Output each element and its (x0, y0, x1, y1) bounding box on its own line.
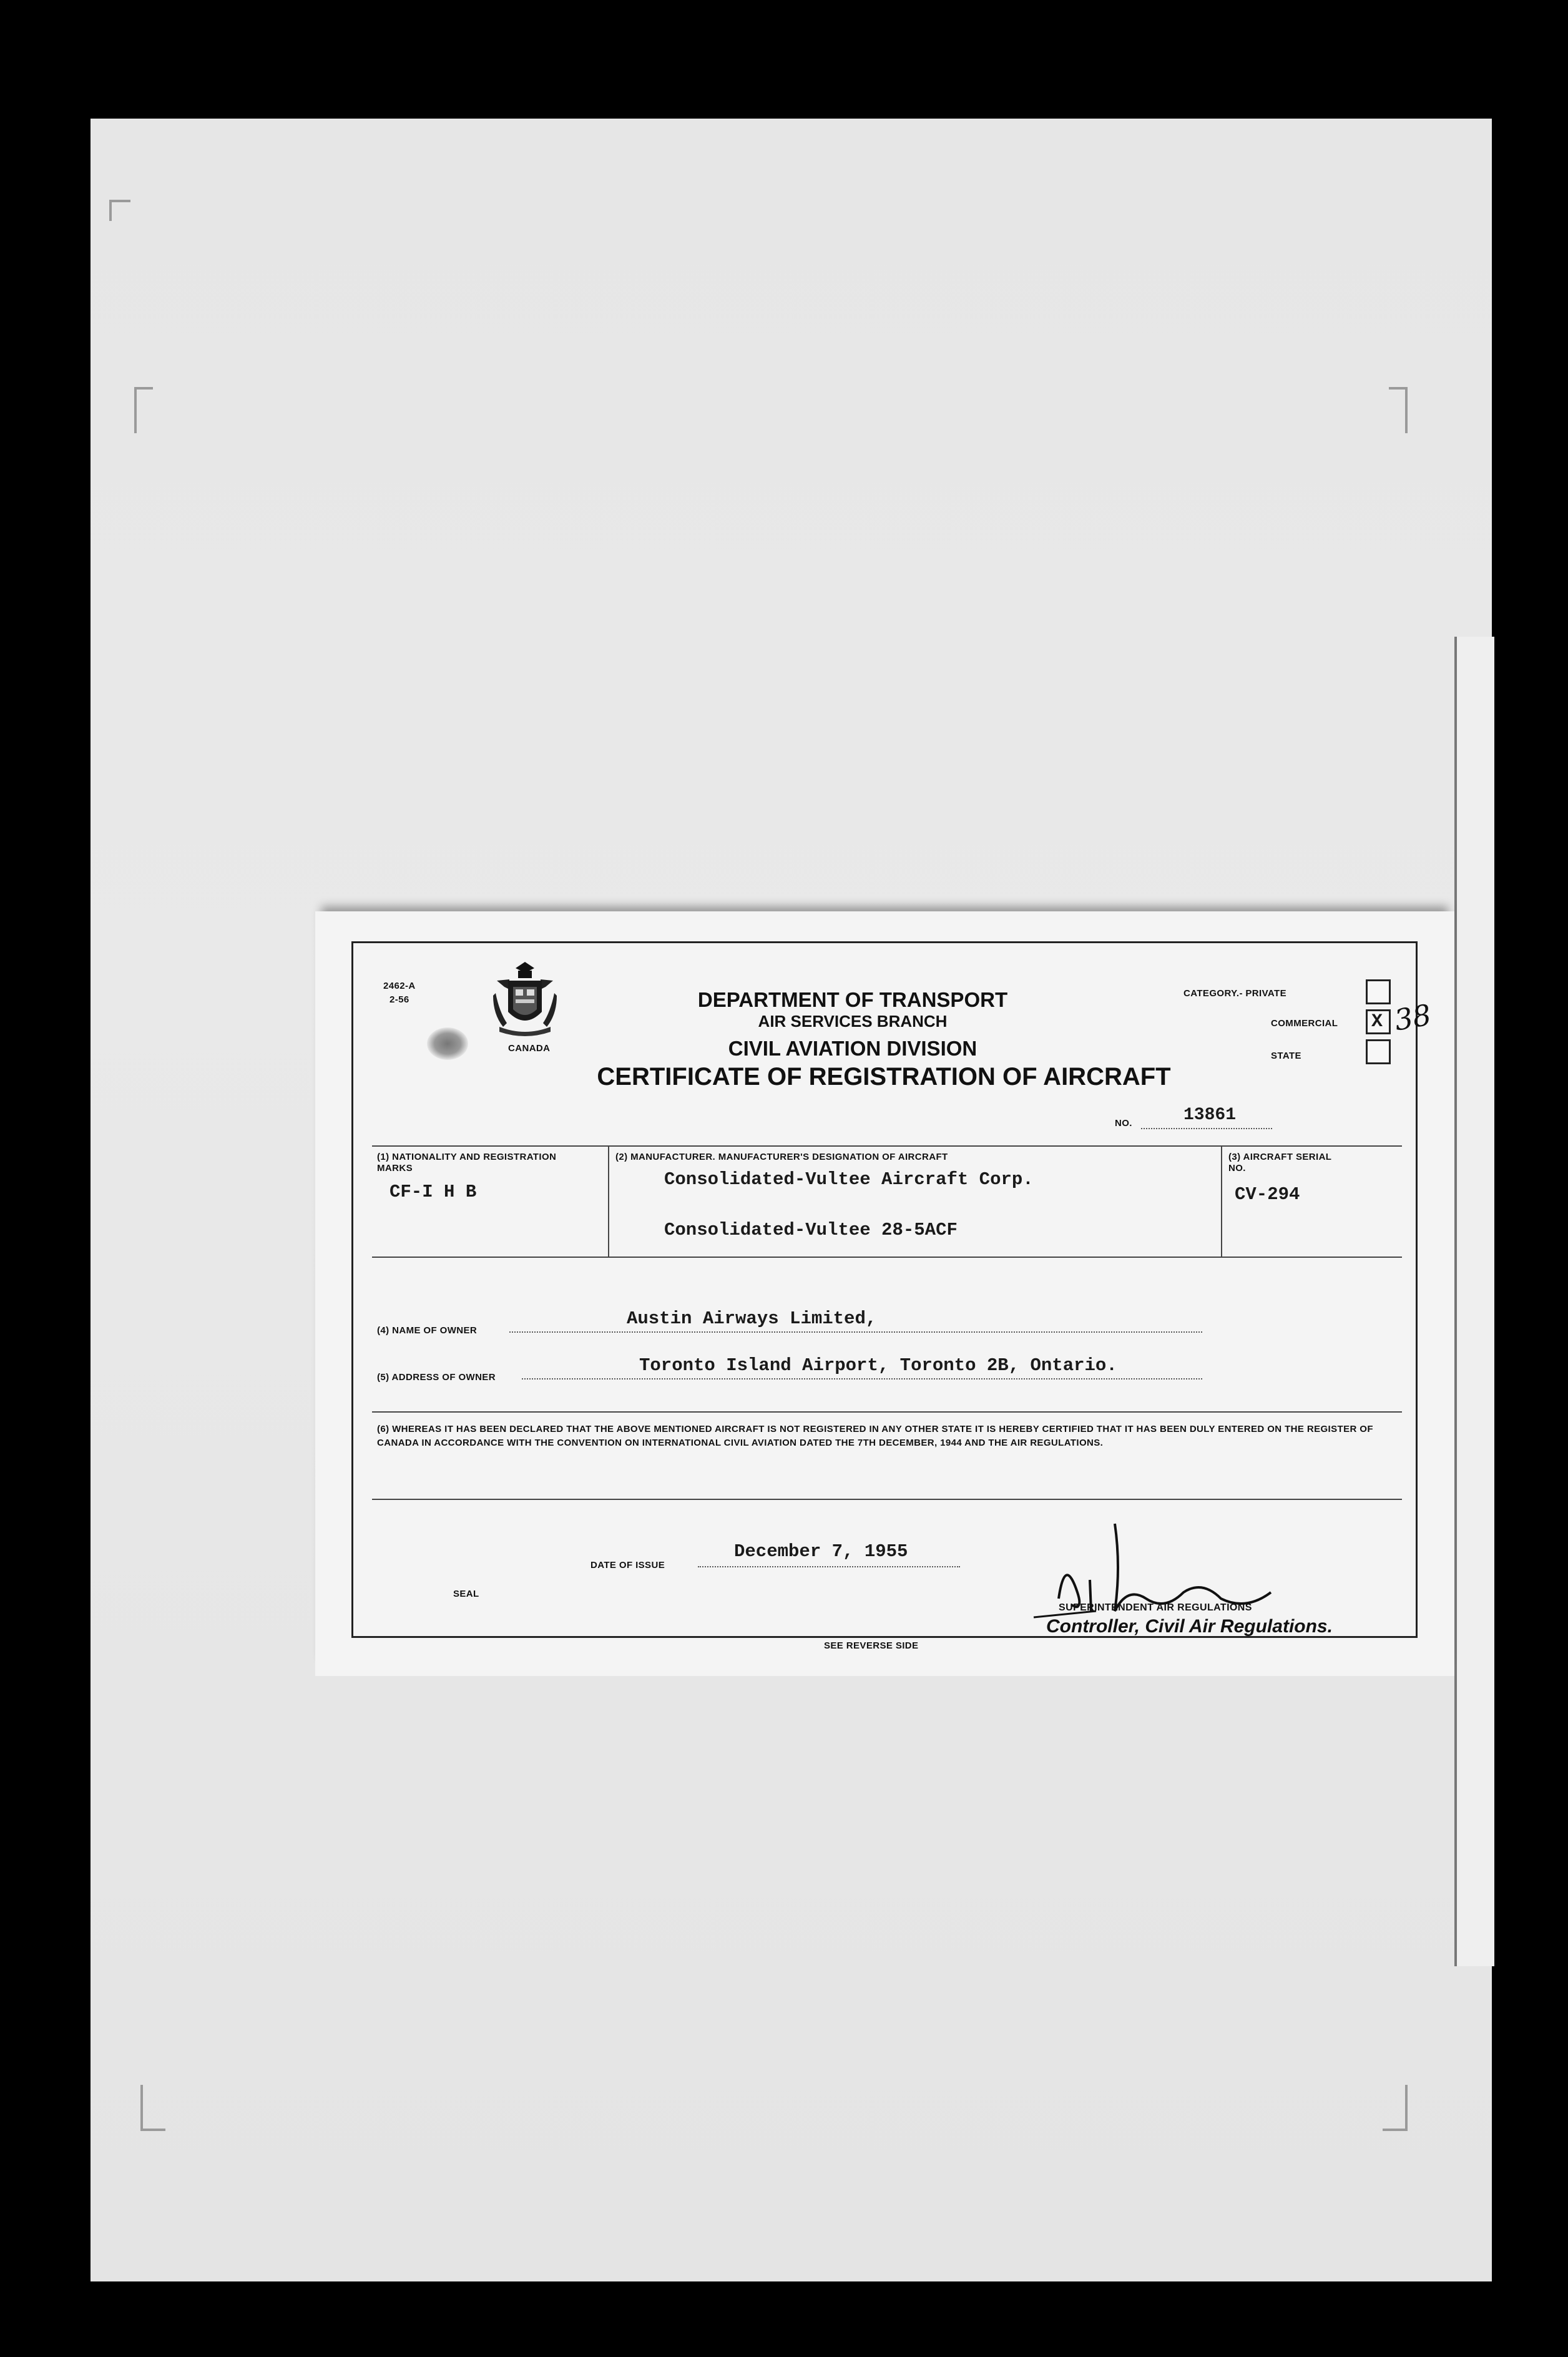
category-state-label: STATE (1271, 1051, 1301, 1061)
crop-mark-lower-right (1383, 2085, 1408, 2131)
certificate-frame (351, 941, 1434, 1638)
nationality-value: CF-I H B (390, 1182, 477, 1202)
owner-value: Austin Airways Limited, (627, 1308, 877, 1329)
category-commercial-label: COMMERCIAL (1271, 1018, 1338, 1029)
crest-label: CANADA (508, 1043, 551, 1054)
category-label: CATEGORY.- PRIVATE (1183, 988, 1286, 999)
commercial-check-mark: X (1371, 1011, 1383, 1032)
certificate-number: 13861 (1183, 1105, 1237, 1125)
form-date: 2-56 (390, 994, 409, 1005)
controller-title: Controller, Civil Air Regulations. (1046, 1616, 1333, 1637)
crop-mark-lower-left (140, 2085, 165, 2131)
crop-mark-upper-right (1389, 387, 1408, 433)
superintendent-label: SUPERINTENDENT AIR REGULATIONS (1059, 1602, 1252, 1613)
date-of-issue-label: DATE OF ISSUE (590, 1560, 665, 1571)
address-label: (5) ADDRESS OF OWNER (377, 1372, 496, 1383)
serial-label: (3) AIRCRAFT SERIAL NO. (1228, 1152, 1332, 1174)
designation-value: Consolidated-Vultee 28-5ACF (664, 1220, 958, 1240)
binder-tab (1454, 637, 1494, 1966)
ink-smudge (427, 1027, 468, 1060)
canada-crest-icon (491, 962, 559, 1043)
form-number: 2462-A (383, 981, 416, 991)
department-heading: DEPARTMENT OF TRANSPORT (697, 988, 1008, 1011)
division-heading: CIVIL AVIATION DIVISION (728, 1037, 978, 1060)
registration-certificate (315, 911, 1454, 1676)
owner-label: (4) NAME OF OWNER (377, 1325, 478, 1336)
crop-mark-top-left (109, 200, 130, 221)
branch-heading: AIR SERVICES BRANCH (758, 1012, 948, 1031)
declaration-text: (6) WHEREAS IT HAS BEEN DECLARED THAT THE ABOVE MENTIONED AIRCRAFT IS NOT REGISTERED IN ANY OTHER STATE IT IS HEREBY CERTIFIED THAT IT HAS BEEN DULY ENTERED ON THE REGISTER OF CANADA IN ACCORDANCE WITH THE CONVENTION ON INTERNATIONAL CIVIL AVIATION DATED THE 7TH DECEMBER, 1944 AND THE AIR REGULATIONS. (377, 1424, 1373, 1448)
seal-label: SEAL (453, 1589, 479, 1599)
date-of-issue-value: December 7, 1955 (734, 1541, 908, 1562)
manufacturer-label: (2) MANUFACTURER. MANUFACTURER'S DESIGNATION OF AIRCRAFT (615, 1152, 948, 1162)
certificate-title: CERTIFICATE OF REGISTRATION OF AIRCRAFT (597, 1063, 1171, 1090)
state-checkbox[interactable] (1366, 1039, 1391, 1064)
nationality-label: (1) NATIONALITY AND REGISTRATION MARKS (377, 1152, 557, 1174)
handwritten-category-note: 38 (1391, 997, 1434, 1037)
number-label: NO. (1115, 1118, 1132, 1129)
address-value: Toronto Island Airport, Toronto 2B, Ontario. (639, 1355, 1117, 1376)
commercial-checkbox[interactable] (1366, 1009, 1391, 1034)
manufacturer-value: Consolidated-Vultee Aircraft Corp. (664, 1169, 1034, 1190)
private-checkbox[interactable] (1366, 979, 1391, 1004)
serial-value: CV-294 (1235, 1184, 1300, 1205)
see-reverse-side: SEE REVERSE SIDE (824, 1640, 919, 1651)
crop-mark-upper-left (134, 387, 153, 433)
